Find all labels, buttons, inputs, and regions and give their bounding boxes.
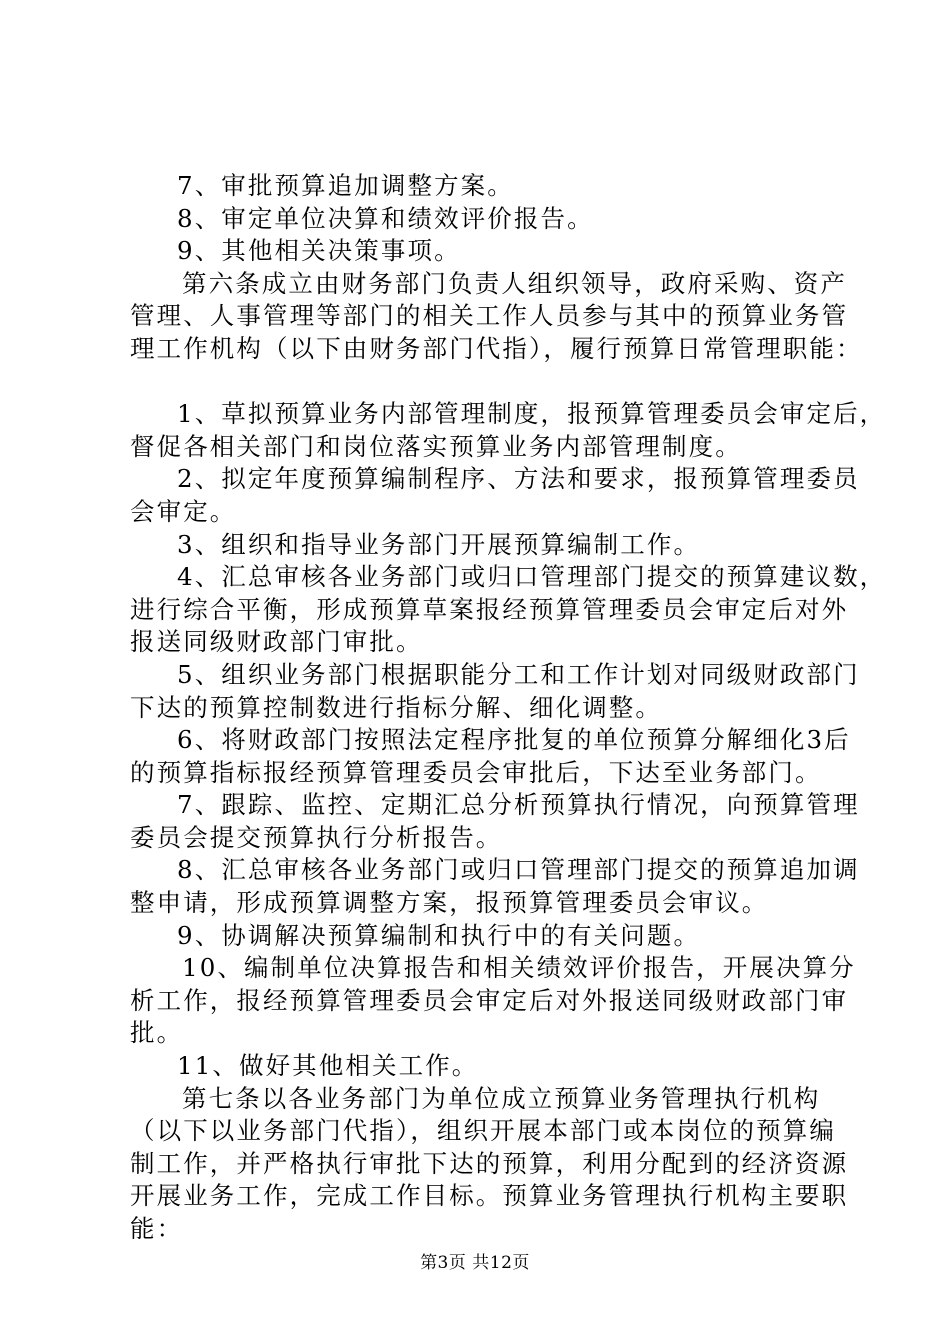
article-7-line-1: 第七条以各业务部门为单位成立预算业务管理执行机构 bbox=[182, 1083, 821, 1113]
list-item-9-other-decisions: 9、其他相关决策事项。 bbox=[177, 236, 461, 266]
list-item-8-final-accounts: 8、审定单位决算和绩效评价报告。 bbox=[177, 203, 594, 233]
duty-10-line-1: 10、编制单位决算报告和相关绩效评价报告，开展决算分 bbox=[182, 953, 856, 983]
article-7-line-4: 开展业务工作，完成工作目标。预算业务管理执行机构主要职 bbox=[130, 1181, 849, 1211]
duty-11-line-1: 11、做好其他相关工作。 bbox=[177, 1051, 479, 1081]
article-7-line-2: （以下以业务部门代指），组织开展本部门或本岗位的预算编 bbox=[130, 1116, 836, 1146]
duty-6-line-2: 的预算指标报经预算管理委员会审批后，下达至业务部门。 bbox=[130, 757, 822, 787]
duty-5-line-1: 5、组织业务部门根据职能分工和工作计划对同级财政部门 bbox=[177, 659, 860, 689]
duty-8-line-2: 整申请，形成预算调整方案，报预算管理委员会审议。 bbox=[130, 888, 769, 918]
document-body bbox=[130, 170, 887, 1246]
duty-6-line-1: 6、将财政部门按照法定程序批复的单位预算分解细化3后 bbox=[177, 725, 851, 755]
duty-7-line-2: 委员会提交预算执行分析报告。 bbox=[130, 822, 503, 852]
duty-3-line-1: 3、组织和指导业务部门开展预算编制工作。 bbox=[177, 529, 701, 559]
duty-1-line-2: 督促各相关部门和岗位落实预算业务内部管理制度。 bbox=[130, 431, 742, 461]
list-item-7-approve-adjustment: 7、审批预算追加调整方案。 bbox=[177, 171, 514, 200]
article-7-line-5: 能： bbox=[130, 1214, 184, 1243]
duty-2-line-2: 会审定。 bbox=[130, 496, 237, 526]
duty-2-line-1: 2、拟定年度预算编制程序、方法和要求，报预算管理委员 bbox=[177, 464, 860, 494]
page-number-footer: 第3页 共12页 bbox=[420, 1253, 530, 1273]
duty-9-line-1: 9、协调解决预算编制和执行中的有关问题。 bbox=[177, 920, 701, 950]
duty-7-line-1: 7、跟踪、监控、定期汇总分析预算执行情况，向预算管理 bbox=[177, 790, 860, 820]
duty-8-line-1: 8、汇总审核各业务部门或归口管理部门提交的预算追加调 bbox=[177, 855, 860, 885]
duty-1-line-1: 1、草拟预算业务内部管理制度，报预算管理委员会审定后， bbox=[177, 399, 887, 429]
article-6-line-3: 理工作机构（以下由财务部门代指），履行预算日常管理职能： bbox=[130, 333, 863, 363]
duty-4-line-2: 进行综合平衡，形成预算草案报经预算管理委员会审定后对外 bbox=[130, 594, 849, 624]
article-7-line-3: 制工作，并严格执行审批下达的预算，利用分配到的经济资源 bbox=[130, 1148, 849, 1178]
article-6-line-2: 管理、人事管理等部门的相关工作人员参与其中的预算业务管 bbox=[130, 301, 849, 331]
article-6-line-1: 第六条成立由财务部门负责人组织领导，政府采购、资产 bbox=[182, 268, 847, 298]
duty-10-line-2: 析工作，报经预算管理委员会审定后对外报送同级财政部门审 bbox=[130, 985, 849, 1015]
duty-4-line-1: 4、汇总审核各业务部门或归口管理部门提交的预算建议数， bbox=[177, 562, 887, 592]
duty-10-line-3: 批。 bbox=[130, 1018, 184, 1048]
duty-4-line-3: 报送同级财政部门审批。 bbox=[130, 627, 423, 657]
duty-5-line-2: 下达的预算控制数进行指标分解、细化调整。 bbox=[130, 692, 662, 722]
paragraph-gap bbox=[130, 366, 850, 399]
